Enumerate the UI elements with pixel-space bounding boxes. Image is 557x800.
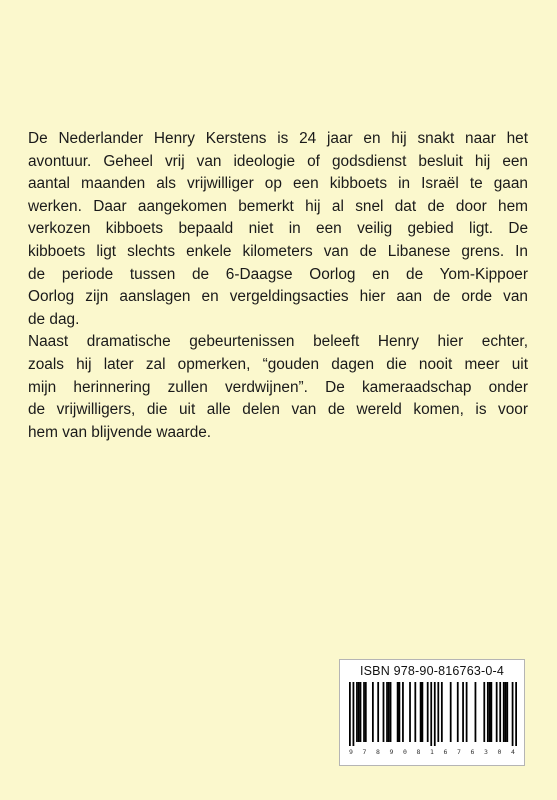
- barcode-bar: [466, 682, 468, 742]
- barcode-bar: [353, 682, 355, 746]
- barcode-bar: [409, 682, 411, 742]
- barcode-digit: 3: [484, 748, 488, 756]
- barcode-digit: 6: [443, 748, 448, 756]
- barcode-bar: [420, 682, 422, 742]
- barcode-digit: 7: [457, 748, 461, 756]
- barcode-bar: [490, 682, 492, 742]
- blurb-line: Oorlog zijn aanslagen en vergeldingsacties hier aan de orde van: [28, 288, 528, 306]
- isbn-label: ISBN 978-90-816763-0-4: [359, 664, 505, 678]
- barcode-digit: 8: [376, 748, 380, 756]
- barcode-digit: 0: [497, 748, 502, 756]
- barcode-bar: [397, 682, 399, 742]
- barcode-bar: [434, 682, 436, 746]
- blurb-line: de dag.: [28, 310, 80, 328]
- barcode-digits: [349, 748, 515, 756]
- barcode-bar: [475, 682, 477, 742]
- barcode-digit: 7: [362, 748, 367, 756]
- barcode-bar: [489, 682, 491, 742]
- barcode-bar: [430, 682, 432, 746]
- barcode-bar: [365, 682, 367, 742]
- barcode-bar: [360, 682, 362, 742]
- barcode-bar: [462, 682, 464, 742]
- barcode-bar: [441, 682, 443, 742]
- barcode-digit: 9: [389, 748, 394, 756]
- blurb-line: aantal maanden als vrijwilliger op een kibboets in Israël te gaan: [28, 175, 528, 193]
- blurb-line: de periode tussen de 6-Daagse Oorlog en de Yom-Kippoer: [28, 265, 528, 283]
- barcode-digit: 9: [349, 748, 353, 756]
- blurb-line: mijn herinnering zullen verdwijnen”. De kameraadschap onder: [28, 378, 528, 396]
- barcode-bar: [386, 682, 388, 742]
- barcode-bar: [372, 682, 374, 742]
- isbn-barcode: [339, 659, 525, 766]
- barcode-digit: 1: [430, 748, 434, 756]
- barcode-bar: [503, 682, 505, 742]
- barcode-bar: [422, 682, 424, 742]
- blurb-line: hem van blijvende waarde.: [28, 423, 212, 441]
- barcode-bar: [399, 682, 401, 742]
- barcode-bar: [483, 682, 485, 742]
- barcode-bar: [377, 682, 379, 742]
- barcode-bar: [414, 682, 416, 742]
- barcode-digit: 8: [416, 748, 421, 756]
- barcode-bar: [487, 682, 489, 742]
- barcode-bars: [349, 682, 517, 746]
- barcode-bar: [515, 682, 517, 746]
- barcode-bar: [349, 682, 351, 746]
- blurb-line: verkozen kibboets bepaald niet in een veilig gebied ligt. De: [28, 220, 528, 238]
- blurb-line: Naast dramatische gebeurtenissen beleeft Henry hier echter,: [28, 333, 528, 351]
- barcode-bar: [437, 682, 439, 742]
- barcode-digit: 4: [511, 748, 515, 756]
- barcode-bar: [457, 682, 459, 742]
- barcode-bar: [363, 682, 365, 742]
- barcode-bar: [505, 682, 507, 742]
- barcode-bar: [383, 682, 385, 742]
- blurb-line: de vrijwilligers, die uit alle delen van de wereld komen, is voor: [28, 401, 528, 419]
- blurb-line: De Nederlander Henry Kerstens is 24 jaar en hij snakt naar het: [28, 130, 528, 147]
- blurb-line: kibboets ligt slechts enkele kilometers van de Libanese grens. In: [28, 242, 528, 260]
- barcode-bar: [390, 682, 392, 742]
- barcode-digit: 6: [470, 748, 475, 756]
- barcode-bar: [496, 682, 498, 742]
- barcode-bar: [402, 682, 404, 742]
- barcode-bar: [499, 682, 501, 742]
- barcode-bar: [388, 682, 390, 742]
- barcode-bar: [356, 682, 358, 742]
- barcode-bar: [358, 682, 360, 742]
- barcode-bar: [450, 682, 452, 742]
- blurb-line: avontuur. Geheel vrij van ideologie of godsdienst besluit hij een: [28, 152, 528, 170]
- blurb-line: zoals hij later zal opmerken, “gouden dagen die nooit meer uit: [28, 355, 528, 373]
- barcode-bar: [506, 682, 508, 742]
- back-cover-blurb: [28, 128, 528, 444]
- barcode-digit: 0: [403, 748, 407, 756]
- barcode-bar: [512, 682, 514, 746]
- blurb-line: werken. Daar aangekomen bemerkt hij al snel dat de door hem: [28, 197, 528, 215]
- barcode-bar: [427, 682, 429, 742]
